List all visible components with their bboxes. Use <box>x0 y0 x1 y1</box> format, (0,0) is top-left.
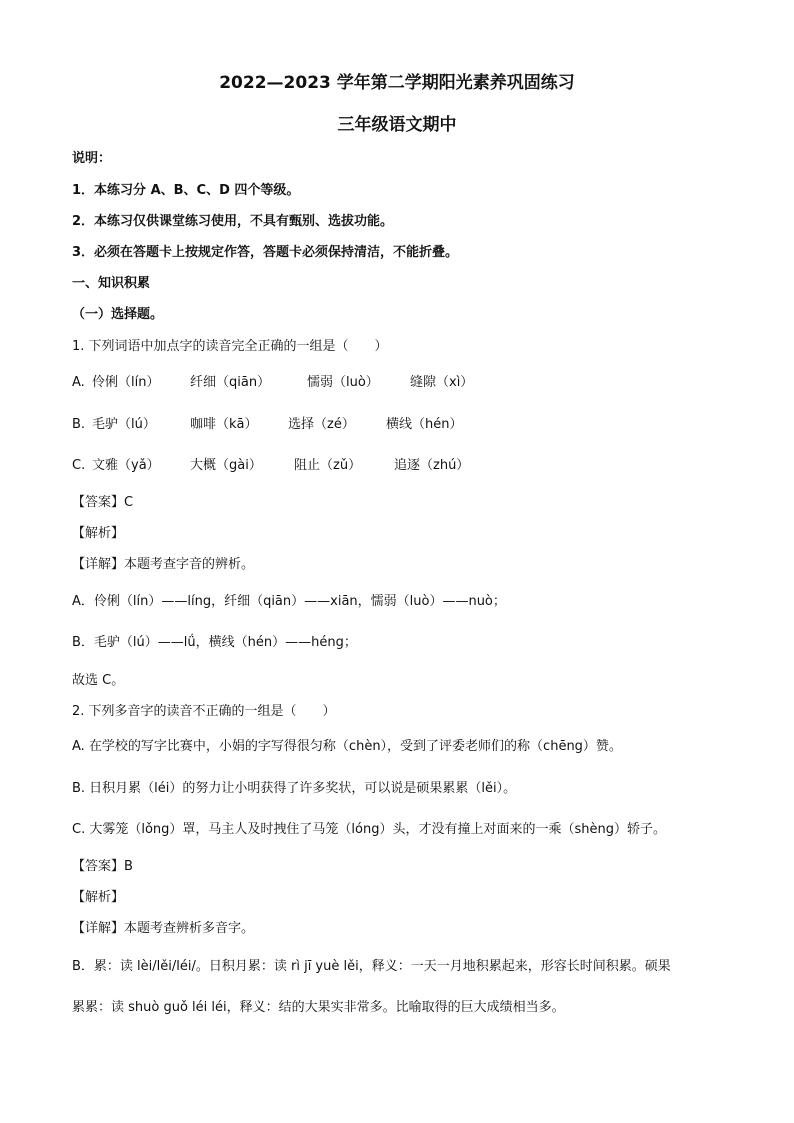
q1-option-b-word: 咖啡（kā） <box>190 417 258 432</box>
q2-option-b: B. 日积月累（léi）的努力让小明获得了许多奖状，可以说是硕果累累（lěi）。 <box>72 781 517 796</box>
page-title: 2022—2023 学年第二学期阳光素养巩固练习 <box>219 73 575 93</box>
q1-option-a-word: 纤细（qiān） <box>190 375 271 390</box>
instruction-item: 3．必须在答题卡上按规定作答，答题卡必须保持清洁，不能折叠。 <box>72 245 459 260</box>
instructions-heading: 说明： <box>72 151 112 166</box>
q1-detail: 【详解】本题考查字音的辨析。 <box>72 557 255 572</box>
q2-option-c: C. 大雾笼（lǒng）罩，马主人及时拽住了马笼（lóng）头，才没有撞上对面来的一乘（shèng）轿子。 <box>72 822 666 837</box>
q2-analysis-label: 【解析】 <box>72 890 125 905</box>
question-1-stem: 1. 下列词语中加点字的读音完全正确的一组是（ ） <box>72 339 388 354</box>
q1-option-b-word: 毛驴（lú） <box>92 417 156 432</box>
section-subheading: （一）选择题。 <box>72 307 164 322</box>
q1-option-a-label: A. <box>72 375 85 390</box>
q2-detail: 【详解】本题考查辨析多音字。 <box>72 921 255 936</box>
section-heading: 一、知识积累 <box>72 276 151 291</box>
q1-option-a-word: 伶俐（lín） <box>92 375 160 390</box>
q2-answer: 【答案】B <box>72 859 133 874</box>
instruction-item: 2．本练习仅供课堂练习使用，不具有甄别、选拔功能。 <box>72 214 394 229</box>
question-2-stem: 2. 下列多音字的读音不正确的一组是（ ） <box>72 704 336 719</box>
page-subtitle: 三年级语文期中 <box>337 115 457 135</box>
q1-answer: 【答案】C <box>72 495 134 510</box>
q1-option-c-word: 大概（gài） <box>190 458 262 473</box>
q1-explain-line: 故选 C。 <box>72 673 125 688</box>
q2-explain-line: B．累：读 lèi/lěi/léi/。日积月累：读 rì jī yuè lěi，释义：一天一月地积累起来，形容长时间积累。硕果 <box>72 959 671 974</box>
q1-option-b-word: 横线（hén） <box>386 417 463 432</box>
q1-analysis-label: 【解析】 <box>72 526 125 541</box>
q2-explain-line: 累累：读 shuò guǒ léi léi，释义：结的大果实非常多。比喻取得的巨大成绩相当多。 <box>72 1000 565 1015</box>
q1-explain-line: A．伶俐（lín）——líng，纤细（qiān）——xiān，懦弱（luò）——nuò； <box>72 594 506 609</box>
q1-option-c-label: C. <box>72 458 86 473</box>
q1-option-a-word: 缝隙（xì） <box>410 375 474 390</box>
q1-option-c-word: 阻止（zǔ） <box>294 458 362 473</box>
q2-option-a: A. 在学校的写字比赛中，小娟的字写得很匀称（chèn），受到了评委老师们的称（chēng）赞。 <box>72 739 622 754</box>
instruction-item: 1．本练习分 A、B、C、D 四个等级。 <box>72 183 300 198</box>
q1-option-b-label: B. <box>72 417 86 432</box>
q1-option-c-word: 文雅（yǎ） <box>92 458 160 473</box>
q1-option-c-word: 追逐（zhú） <box>394 458 470 473</box>
q1-option-b-word: 选择（zé） <box>288 417 355 432</box>
q1-explain-line: B．毛驴（lú）——lǘ，横线（hén）——héng； <box>72 635 357 650</box>
q1-option-a-word: 懦弱（luò） <box>307 375 379 390</box>
